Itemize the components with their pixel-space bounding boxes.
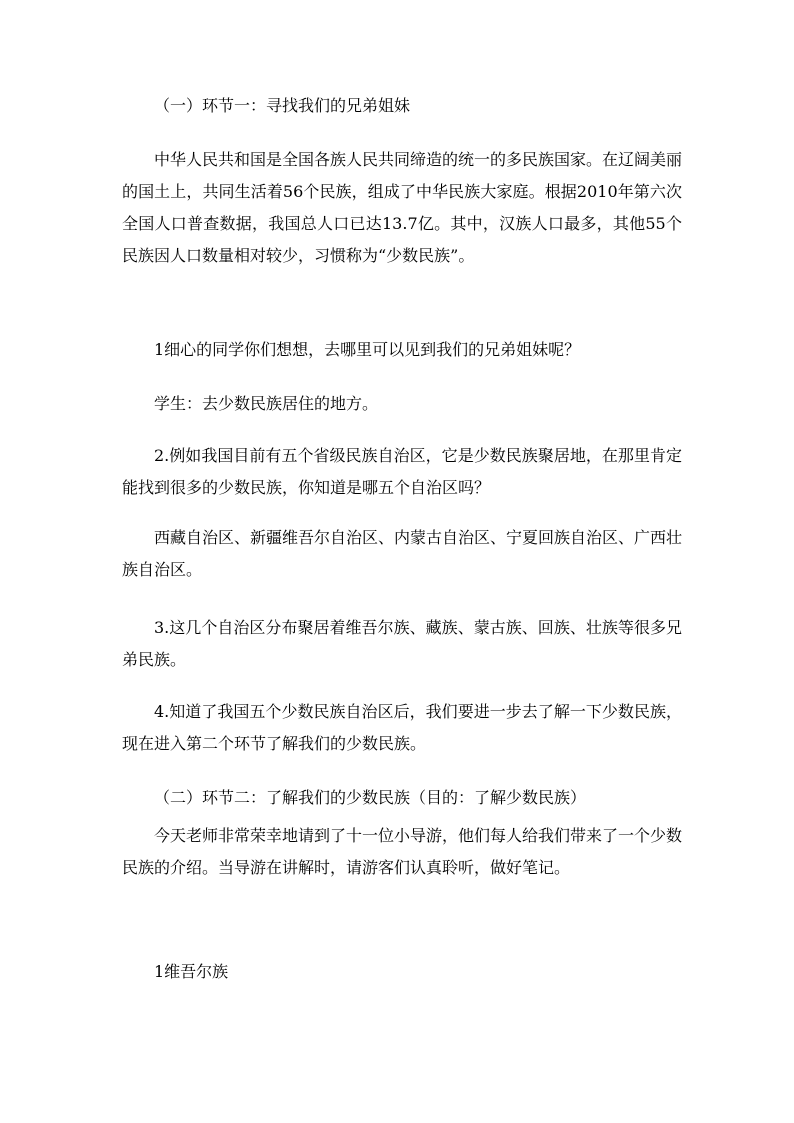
section-heading-2: （二）环节二：了解我们的少数民族（目的：了解少数民族） xyxy=(154,788,587,807)
point-4: 4.知道了我国五个少数民族自治区后，我们要进一步去了解一下少数民族，现在进入第二个环节了解我们的少数民族。 xyxy=(122,702,682,753)
student-answer-1: 学生：去少数民族居住的地方。 xyxy=(154,394,379,413)
intro-paragraph: 中华人民共和国是全国各族人民共同缔造的统一的多民族国家。在辽阔美丽的国土上，共同生活着56个民族，组成了中华民族大家庭。根据2010年第六次全国人口普查数据，我国总人口已达13.7亿。其中，汉族人口最多，其他55个民族因人口数量相对较少，习惯称为“少数民族”。 xyxy=(122,150,683,265)
question-1: 1细心的同学你们想想，去哪里可以见到我们的兄弟姐妹呢？ xyxy=(154,340,581,359)
question-2: 2.例如我国目前有五个省级民族自治区，它是少数民族聚居地，在那里肯定能找到很多的少数民族，你知道是哪五个自治区吗？ xyxy=(122,446,682,497)
guide-paragraph: 今天老师非常荣幸地请到了十一位小导游，他们每人给我们带来了一个少数民族的介绍。当导游在讲解时，请游客们认真聆听，做好笔记。 xyxy=(122,826,683,877)
point-3: 3.这几个自治区分布聚居着维吾尔族、藏族、蒙古族、回族、壮族等很多兄弟民族。 xyxy=(122,618,682,669)
answer-autonomous-regions: 西藏自治区、新疆维吾尔自治区、内蒙古自治区、宁夏回族自治区、广西壮族自治区。 xyxy=(122,528,683,579)
list-item-uyghur: 1维吾尔族 xyxy=(154,962,229,981)
section-heading-1: （一）环节一：寻找我们的兄弟姐妹 xyxy=(154,96,411,115)
